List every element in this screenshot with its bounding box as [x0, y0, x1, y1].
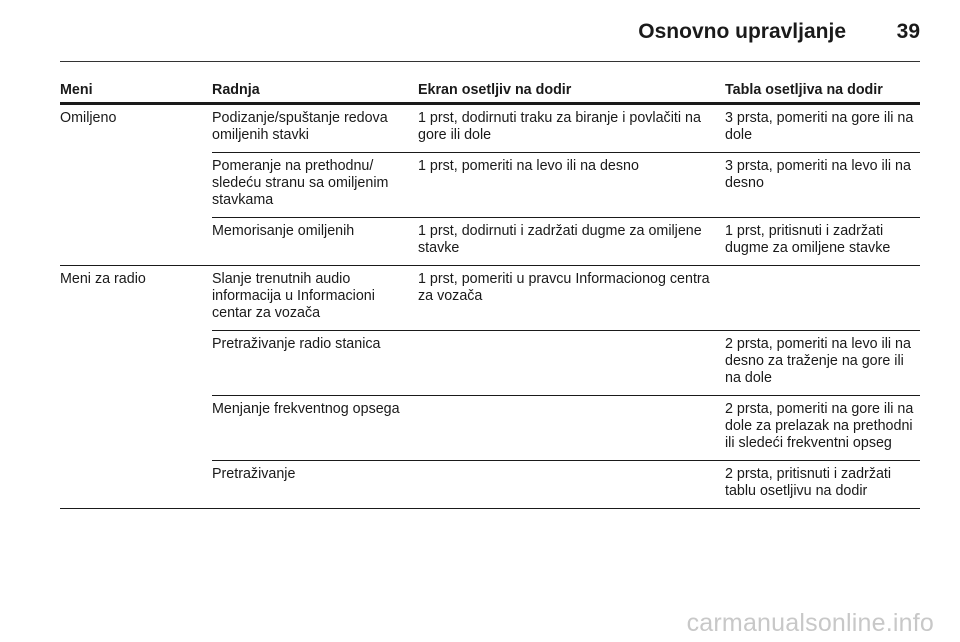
- section-title: Osnovno upravljanje: [638, 20, 846, 43]
- table-row: [60, 266, 920, 331]
- touchscreen-cell: 1 prst, pomeriti u pravcu Informacionog centra za vozača: [418, 266, 725, 331]
- touchscreen-cell: 1 prst, dodirnuti i zadržati dugme za omiljene stavke: [418, 218, 725, 266]
- action-cell: Podizanje/spuštanje redova omiljenih stavki: [212, 104, 418, 153]
- column-header-touchscreen: Ekran osetljiv na dodir: [418, 79, 725, 104]
- touchpad-cell: 3 prsta, pomeriti na gore ili na dole: [725, 104, 920, 153]
- page-header: [60, 14, 920, 54]
- table-header-row: [60, 79, 920, 104]
- touchscreen-cell: [418, 461, 725, 509]
- page-number: 39: [896, 20, 920, 43]
- action-cell: Memorisanje omiljenih: [212, 218, 418, 266]
- touchscreen-cell: [418, 331, 725, 396]
- menu-cell: Meni za radio: [60, 266, 212, 509]
- touchpad-cell: 2 prsta, pomeriti na levo ili na desno za traženje na gore ili na dole: [725, 331, 920, 396]
- touchscreen-cell: 1 prst, pomeriti na levo ili na desno: [418, 153, 725, 218]
- column-header-touchpad: Tabla osetljiva na dodir: [725, 79, 920, 104]
- header-divider: [60, 61, 920, 62]
- touchpad-cell: 3 prsta, pomeriti na levo ili na desno: [725, 153, 920, 218]
- action-cell: Pretraživanje radio stanica: [212, 331, 418, 396]
- action-cell: Pomeranje na prethodnu/ sledeću stranu sa omiljenim stavkama: [212, 153, 418, 218]
- touchpad-cell: 2 prsta, pritisnuti i zadržati tablu osetljivu na dodir: [725, 461, 920, 509]
- table-row: [60, 104, 920, 153]
- action-cell: Menjanje frekventnog opsega: [212, 396, 418, 461]
- gesture-table: [60, 79, 920, 509]
- column-header-menu: Meni: [60, 79, 212, 104]
- touchpad-cell: [725, 266, 920, 331]
- action-cell: Pretraživanje: [212, 461, 418, 509]
- touchpad-cell: 1 prst, pritisnuti i zadržati dugme za omiljene stavke: [725, 218, 920, 266]
- action-cell: Slanje trenutnih audio informacija u Informacioni centar za vozača: [212, 266, 418, 331]
- menu-cell: Omiljeno: [60, 104, 212, 266]
- watermark: carmanualsonline.info: [686, 609, 934, 637]
- touchscreen-cell: 1 prst, dodirnuti traku za biranje i povlačiti na gore ili dole: [418, 104, 725, 153]
- column-header-action: Radnja: [212, 79, 418, 104]
- touchscreen-cell: [418, 396, 725, 461]
- touchpad-cell: 2 prsta, pomeriti na gore ili na dole za prelazak na prethodni ili sledeći frekventni opseg: [725, 396, 920, 461]
